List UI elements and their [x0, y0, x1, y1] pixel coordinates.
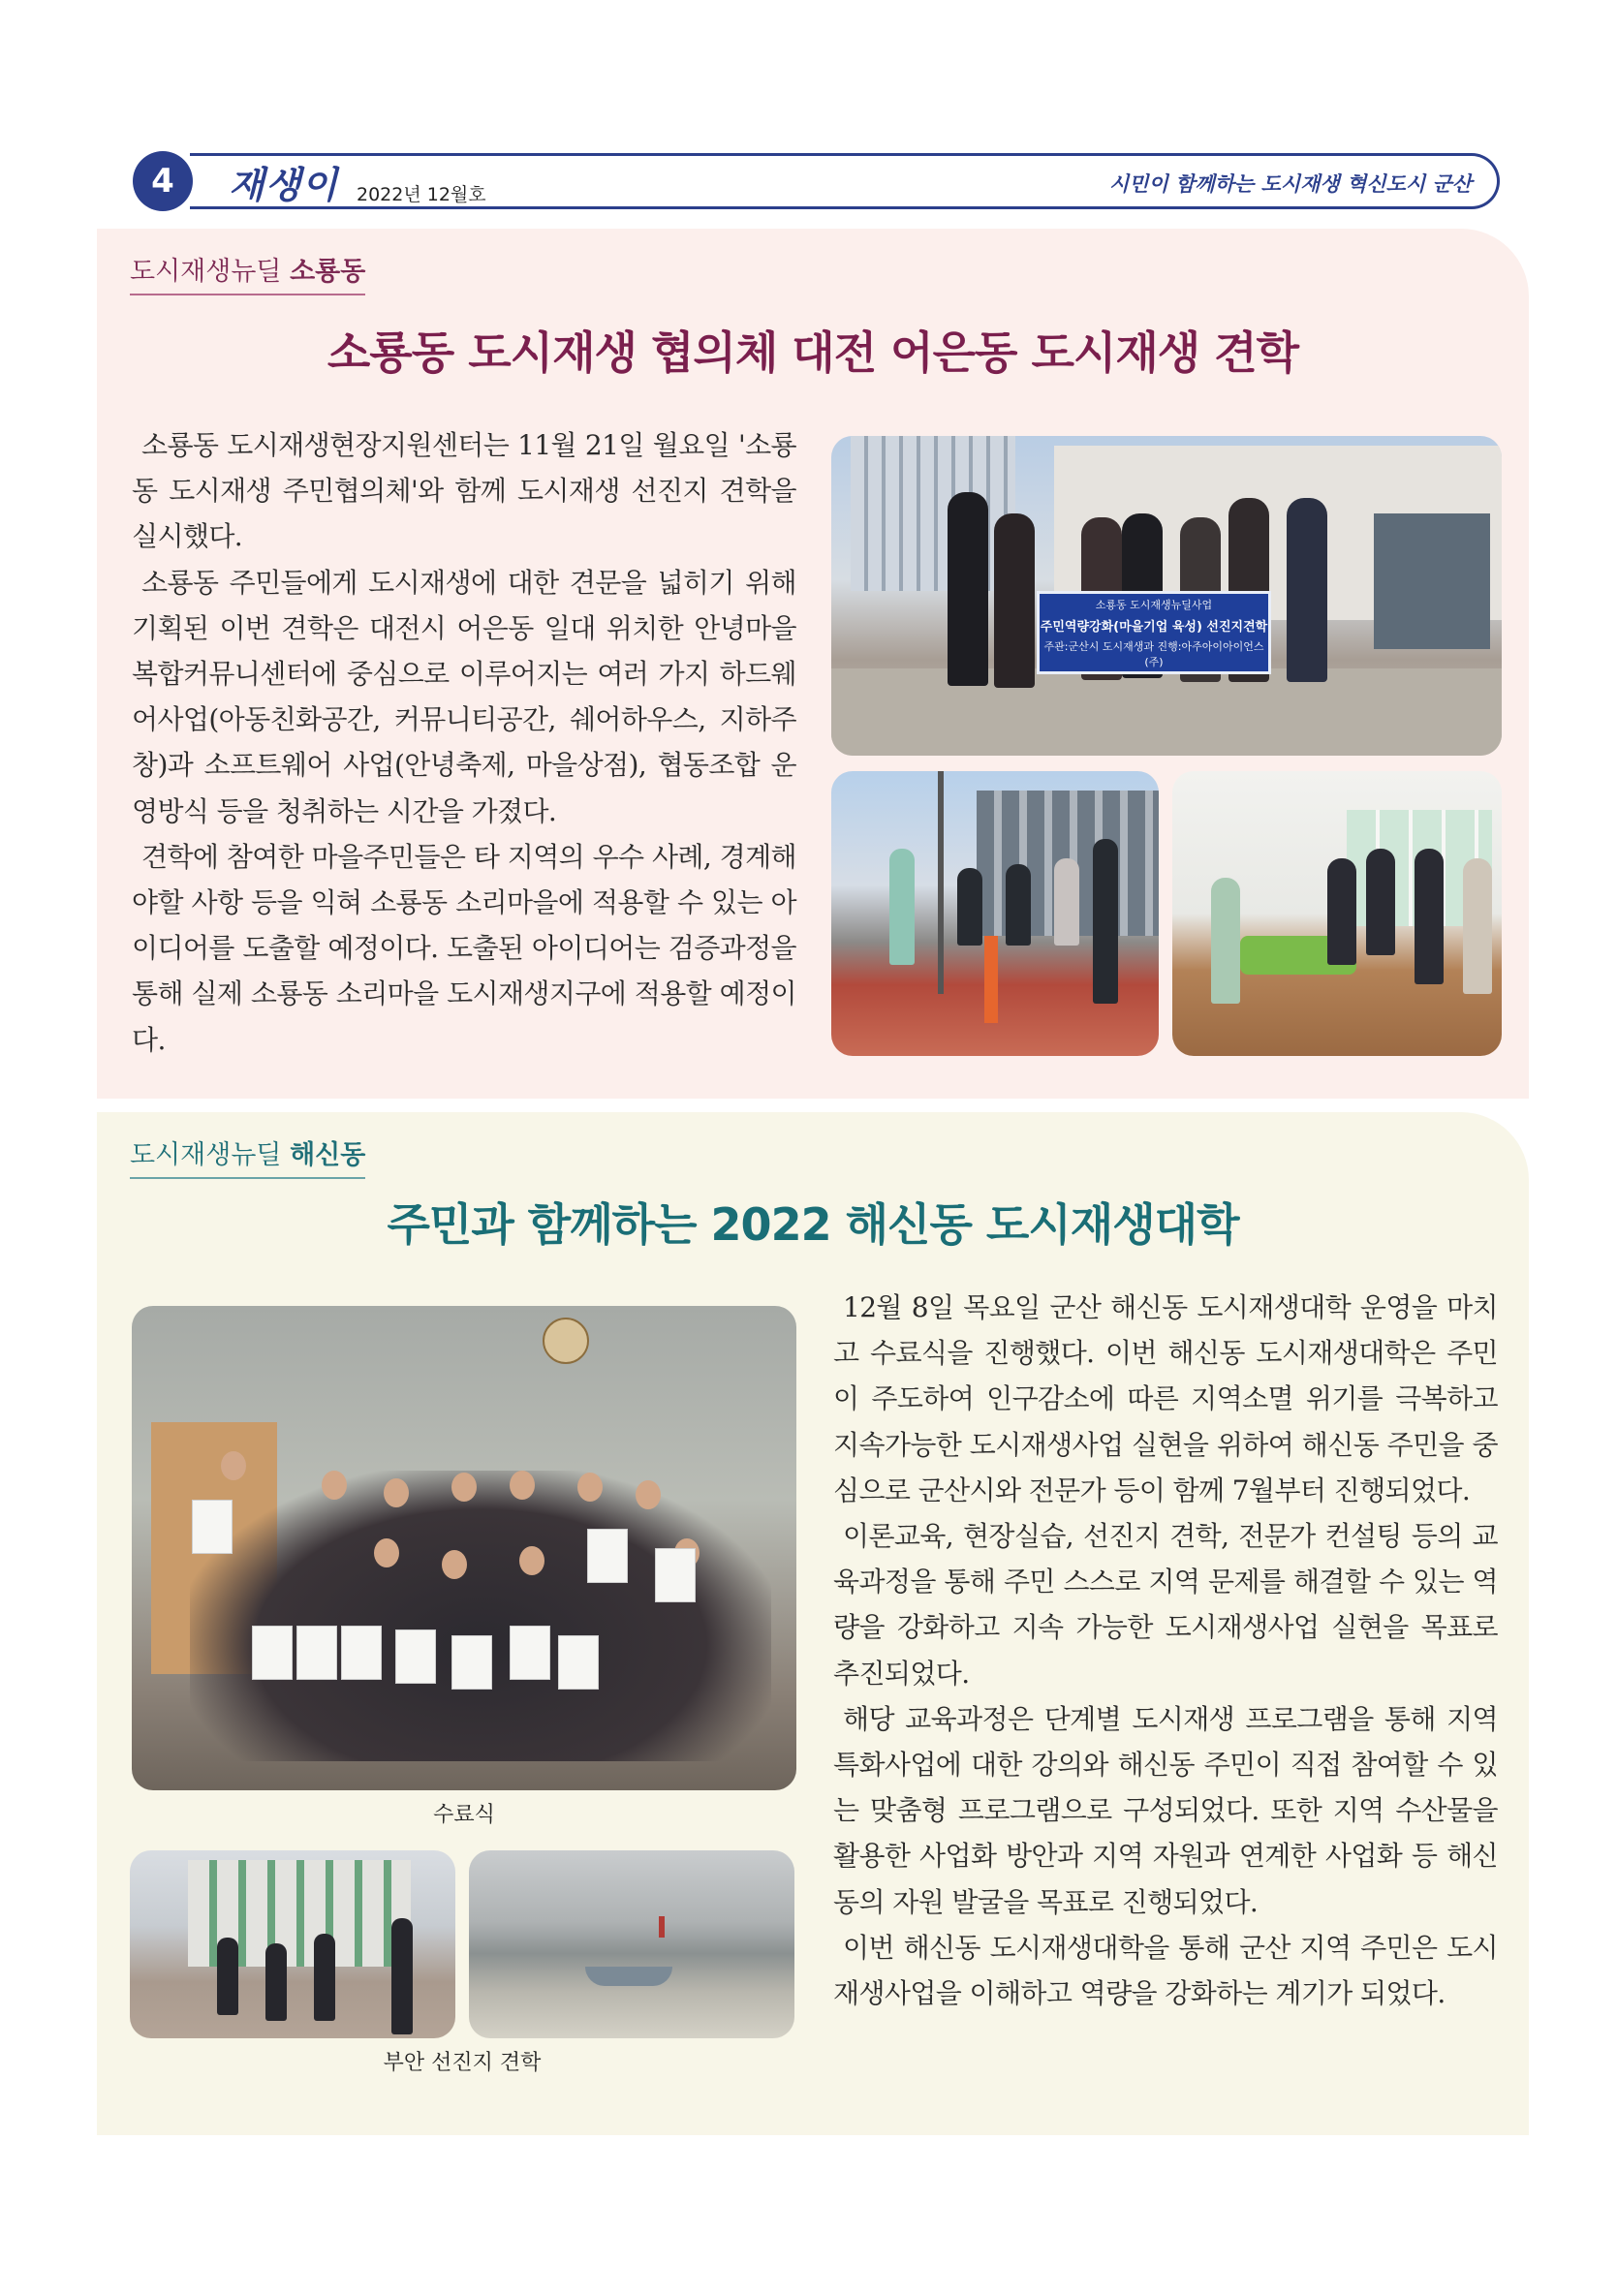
- caption-ceremony: 수료식: [433, 1803, 495, 1827]
- category-name: 소룡동: [290, 257, 366, 287]
- category-name: 해신동: [290, 1140, 366, 1170]
- photo-interior-tour: [1172, 771, 1502, 1056]
- paragraph: 견학에 참여한 마을주민들은 타 지역의 우수 사례, 경계해야할 사항 등을 익혀 소룡동 소리마을에 적용할 수 있는 아이디어를 도출할 예정이다. 도출된 아이디어는 검증과정을 통해 실제 소룡동 소리마을 도시재생지구에 적용할 예정이다.: [132, 840, 796, 1056]
- photo-street-tour: [831, 771, 1159, 1056]
- page-number: 4: [133, 151, 193, 211]
- magazine-name: 재생이: [229, 164, 339, 206]
- article-headline: 소룡동 도시재생 협의체 대전 어은동 도시재생 견학: [327, 326, 1299, 379]
- paragraph: 소룡동 주민들에게 도시재생에 대한 견문을 넓히기 위해 기획된 이번 견학은 대전시 어은동 일대 위치한 안녕마을 복합커뮤니센터에 중심으로 이루어지는 여러 가지 하드웨어사업(아동친화공간, 커뮤니티공간, 쉐어하우스, 지하주창)과 소프트웨어 사업(안녕축제, 마을상점), 협동조합 운영방식 등을 청취하는 시간을 가졌다.: [132, 566, 796, 827]
- photo-group-banner: [831, 436, 1502, 756]
- article-soryong: [97, 229, 1529, 1099]
- photo-buan-plaza: [130, 1850, 455, 2038]
- event-banner: [1037, 591, 1271, 674]
- caption-tour: 부안 선진지 견학: [383, 2051, 542, 2075]
- paragraph: 해당 교육과정은 단계별 도시재생 프로그램을 통해 지역특화사업에 대한 강의와 해신동 주민이 직접 참여할 수 있는 맞춤형 프로그램으로 구성되었다. 또한 지역 수산물을 활용한 사업화 방안과 지역 자원과 연계한 사업화 등 해신동의 자원 발굴을 목표로 진행되었다.: [833, 1702, 1498, 1918]
- header-slogan: 시민이 함께하는 도시재생 혁신도시 군산: [1108, 172, 1472, 196]
- category-label: [130, 250, 365, 295]
- article-body: [833, 1285, 1498, 2016]
- issue-label: 2022년 12월호: [357, 184, 486, 205]
- paragraph: 이번 해신동 도시재생대학을 통해 군산 지역 주민은 도시재생사업을 이해하고 역량을 강화하는 계기가 되었다.: [833, 1931, 1498, 2010]
- paragraph: 이론교육, 현장실습, 선진지 견학, 전문가 컨설팅 등의 교육과정을 통해 주민 스스로 지역 문제를 해결할 수 있는 역량을 강화하고 지속 가능한 도시재생사업 실현을 목표로 추진되었다.: [833, 1520, 1498, 1690]
- banner-line: 소룡동 도시재생뉴딜사업: [1095, 598, 1213, 611]
- category-prefix: 도시재생뉴딜: [130, 257, 282, 287]
- article-body: [132, 422, 796, 1063]
- paragraph: 12월 8일 목요일 군산 해신동 도시재생대학 운영을 마치고 수료식을 진행했다. 이번 해신동 도시재생대학은 주민이 주도하여 인구감소에 따른 지역소멸 위기를 극복하고 지속가능한 도시재생사업 실현을 위하여 해신동 주민을 중심으로 군산시와 전문가 등이 함께 7월부터 진행되었다.: [833, 1291, 1498, 1506]
- banner-line: 주관:군산시 도시재생과 진행:아주아이아이언스(주): [1043, 639, 1264, 668]
- category-prefix: 도시재생뉴딜: [130, 1140, 282, 1170]
- article-haesin: [97, 1112, 1529, 2135]
- category-label: [130, 1133, 365, 1179]
- banner-line: 주민역량강화(마을기업 육성) 선진지견학: [1040, 619, 1268, 635]
- article-headline: 주민과 함께하는 2022 해신동 도시재생대학: [387, 1198, 1239, 1251]
- paragraph: 소룡동 도시재생현장지원센터는 11월 21일 월요일 '소룡동 도시재생 주민협의체'와 함께 도시재생 선진지 견학을 실시했다.: [132, 429, 796, 553]
- photo-graduation-ceremony: [132, 1306, 796, 1790]
- photo-buan-beach: [469, 1850, 794, 2038]
